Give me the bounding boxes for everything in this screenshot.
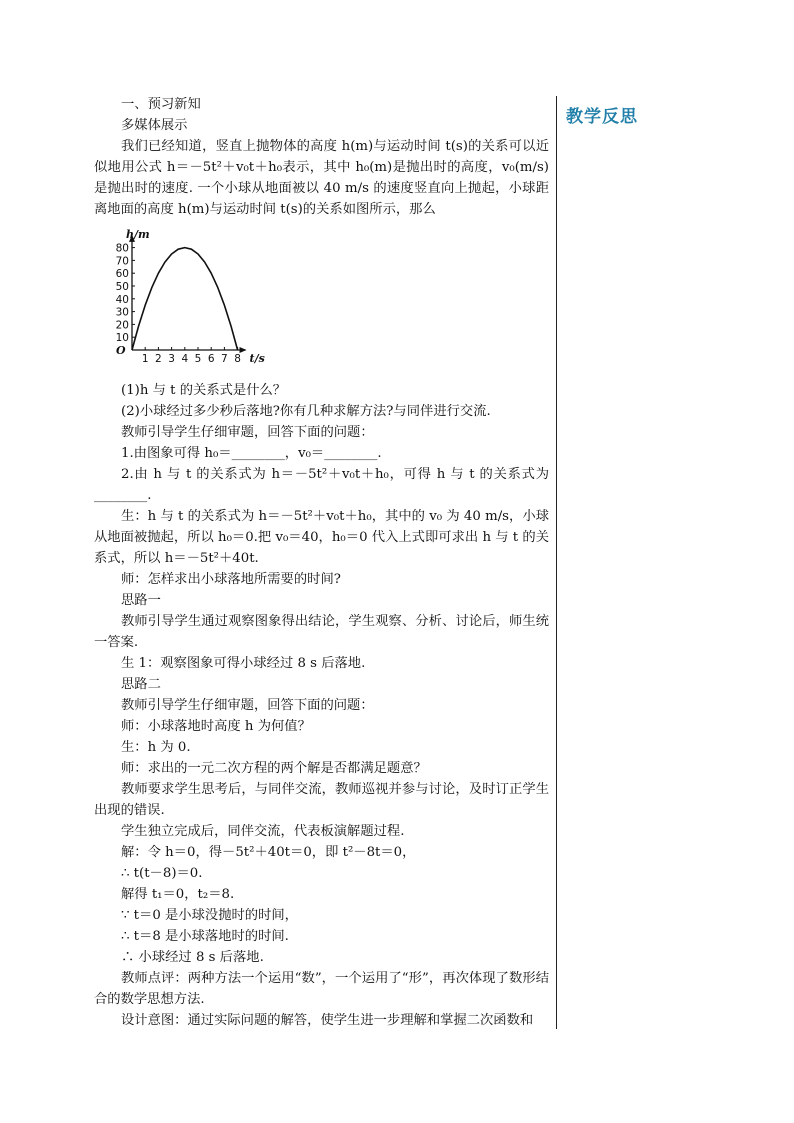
y-tick-label: 70 [115, 255, 129, 268]
paragraph: 多媒体展示 [121, 118, 188, 133]
x-axis-label: t/s [249, 352, 265, 365]
x-tick-label: 4 [181, 353, 189, 365]
paragraph: 设计意图：通过实际问题的解答，使学生进一步理解和掌握二次函数和 [121, 1013, 534, 1028]
y-tick-label: 40 [115, 293, 129, 306]
paragraph: 解得 t₁＝0，t₂＝8. [121, 887, 235, 902]
paragraph: 教师引导学生仔细审题，回答下面的问题： [121, 425, 374, 440]
paragraph: ∴ 小球经过 8 s 后落地. [121, 950, 264, 965]
paragraph: (1)h 与 t 的关系式是什么？ [121, 383, 287, 398]
column-divider [556, 96, 557, 1029]
paragraph: 生：h 为 0. [121, 740, 191, 755]
parabola-curve [132, 248, 238, 350]
section-heading: 一、预习新知 [121, 97, 201, 112]
y-tick-label: 50 [115, 281, 129, 293]
paragraph: 生 1：观察图象可得小球经过 8 s 后落地. [121, 656, 366, 671]
paragraph: 2.由 h 与 t 的关系式为 h＝－5t²＋v₀t＋h₀，可得 h 与 t 的关系式为________. [94, 467, 549, 503]
x-tick-label: 3 [168, 353, 175, 365]
x-tick-label: 5 [194, 353, 202, 365]
y-tick-label: 20 [115, 319, 129, 332]
x-tick-label: 7 [221, 353, 228, 365]
paragraph: ∵ t＝0 是小球没抛时的时间， [121, 908, 298, 923]
reflection-title: 教学反思 [566, 107, 638, 127]
paragraph: ∴ t＝8 是小球落地时的时间. [121, 929, 289, 944]
paragraph: 教师引导学生仔细审题，回答下面的问题： [121, 698, 374, 713]
x-tick-label: 6 [207, 353, 215, 365]
y-tick-label: 30 [115, 306, 129, 319]
x-tick-label: 1 [141, 353, 149, 365]
paragraph: 解：令 h＝0，得－5t²＋40t＝0，即 t²－8t＝0， [121, 845, 416, 860]
paragraph: 学生独立完成后，同伴交流，代表板演解题过程. [121, 824, 405, 839]
x-tick-label: 2 [155, 353, 162, 365]
origin-label: O [116, 344, 126, 357]
lesson-content [94, 94, 549, 1031]
paragraph: 教师引导学生通过观察图象得出结论，学生观察、分析、讨论后，师生统一答案. [94, 614, 549, 650]
y-tick-label: 80 [115, 242, 129, 255]
paragraph: 思路一 [121, 593, 161, 608]
x-tick-label: 8 [234, 353, 241, 365]
paragraph: (2)小球经过多少秒后落地?你有几种求解方法?与同伴进行交流. [121, 404, 491, 419]
paragraph: 师：小球落地时高度 h 为何值？ [121, 719, 311, 734]
paragraph: ∴ t(t－8)＝0. [121, 866, 203, 881]
y-tick-label: 60 [115, 268, 129, 281]
paragraph: 教师要求学生思考后，与同伴交流，教师巡视并参与讨论，及时订正学生出现的错误. [94, 782, 549, 818]
paragraph: 师：求出的一元二次方程的两个解是否都满足题意？ [121, 761, 427, 776]
y-tick-label: 10 [115, 332, 129, 345]
height-time-graph [108, 227, 265, 374]
paragraph: 生：h 与 t 的关系式为 h＝－5t²＋v₀t＋h₀，其中的 v₀ 为 40 m/s，小球从地面被抛起，所以 h₀＝0.把 v₀＝40，h₀＝0 代入上式即可求出 h 与 t 的关系式，所以 h＝－5t²＋40t. [94, 509, 549, 566]
paragraph: 我们已经知道，竖直上抛物体的高度 h(m)与运动时间 t(s)的关系可以近似地用公式 h＝－5t²＋v₀t＋h₀表示，其中 h₀(m)是抛出时的高度，v₀(m/s)是抛出时的速度. 一个小球从地面被以 40 m/s 的速度竖直向上抛起，小球距离地面的高度 h(m)与运动时间 t(s)的关系如图所示，那么 [94, 139, 549, 217]
chart-svg [108, 227, 265, 374]
paragraph: 1.由图象可得 h₀＝________，v₀＝________. [121, 446, 382, 461]
paragraph: 教师点评：两种方法一个运用“数”，一个运用了“形”，再次体现了数形结合的数学思想方法. [94, 971, 549, 1007]
paragraph: 思路二 [121, 677, 161, 692]
y-axis-label: h/m [126, 227, 150, 241]
paragraph: 师：怎样求出小球落地所需要的时间? [121, 572, 341, 587]
